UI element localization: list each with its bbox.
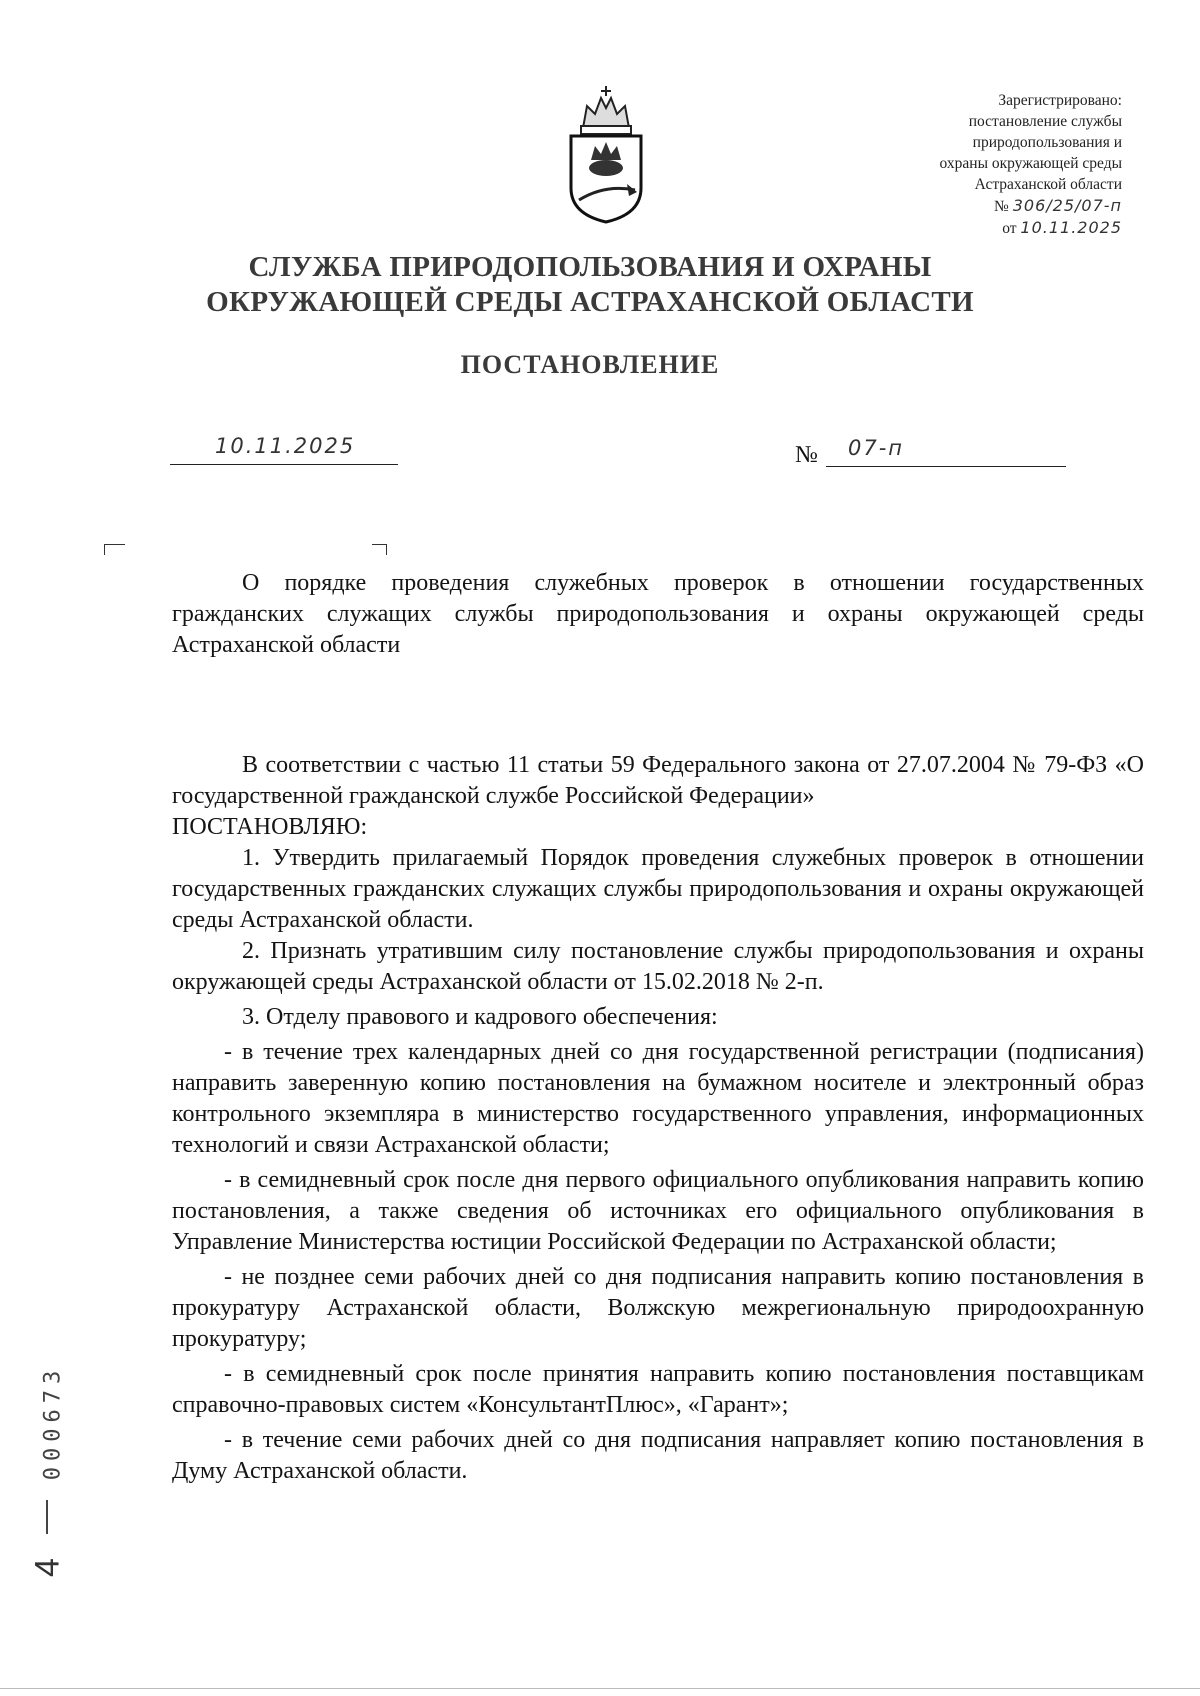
margin-page-mark [28,1538,68,1598]
registration-stamp [862,90,1122,239]
registration-line: охраны окружающей среды [939,155,1122,172]
body-subitem-4: - в семидневный срок после принятия направить копию постановления поставщикам справочно-правовых систем «КонсультантПлюс», «Гарант»; [172,1361,1144,1418]
body-resolve: ПОСТАНОВЛЯЮ: [172,814,368,840]
margin-page-mark-text: 4 [28,1558,67,1577]
body-item-1: 1. Утвердить прилагаемый Порядок проведения служебных проверок в отношении государственных гражданских служащих службы природопользования и охраны окружающей среды Астраханской области. [172,845,1144,933]
registration-line: природопользования и [972,134,1122,151]
organization-name [150,250,1030,320]
body-subitem-2: - в семидневный срок после дня первого официального опубликования направить копию постановления, а также сведения об источниках его официального опубликования в Управление Министерства юстиции Российской Федерации по Астраханской области; [172,1167,1144,1255]
registration-number-prefix: № [994,198,1009,215]
body-subitem-3: - не позднее семи рабочих дней со дня подписания направить копию постановления в прокуратуру Астраханской области, Волжскую межрегиональную природоохранную прокуратуру; [172,1264,1144,1352]
registration-date [862,217,1122,239]
astrakhan-coat-of-arms-icon [565,84,647,224]
registration-line: Астраханской области [974,176,1122,193]
document-number-value: 07-п [848,436,905,460]
registration-line: постановление службы [968,113,1122,130]
document-number-field [826,434,1066,467]
body-item-3: 3. Отделу правового и кадрового обеспечения: [242,1004,718,1030]
margin-page-mark-tick [46,1500,48,1534]
registration-date-prefix: от [1002,220,1017,237]
organization-name-line1: СЛУЖБА ПРИРОДОПОЛЬЗОВАНИЯ И ОХРАНЫ [248,251,932,283]
document-subject: О порядке проведения служебных проверок в отношении государственных гражданских служащих службы природопользования и охраны окружающей среды Астраханской области [172,570,1144,658]
registration-line: Зарегистрировано: [998,92,1122,109]
organization-name-line2: ОКРУЖАЮЩЕЙ СРЕДЫ АСТРАХАНСКОЙ ОБЛАСТИ [206,286,974,318]
subject-corner-mark-right [372,544,387,555]
document-number-label: № [795,442,818,468]
document-type-heading: ПОСТАНОВЛЕНИЕ [460,350,720,379]
body-intro: В соответствии с частью 11 статьи 59 Федерального закона от 27.07.2004 № 79-ФЗ «О государственной гражданской службе Российской Федерации» [172,752,1144,809]
document-date-field [170,434,398,465]
registration-date-value: 10.11.2025 [1020,218,1122,237]
margin-serial-number [30,1340,70,1510]
scan-bottom-edge [0,1688,1200,1689]
body-subitem-1: - в течение трех календарных дней со дня государственной регистрации (подписания) направить заверенную копию постановления на бумажном носителе и электронный образ контрольного экземпляра в министерство государственного управления, информационных технологий и связи Астраханской области; [172,1039,1144,1158]
subject-corner-mark-left [104,544,125,555]
registration-number [862,195,1122,217]
body-subitem-5: - в течение семи рабочих дней со дня подписания направляет копию постановления в Думу Астраханской области. [172,1427,1144,1484]
margin-serial-number-text: 000673 [40,1364,66,1481]
body-item-2: 2. Признать утратившим силу постановление службы природопользования и охраны окружающей среды Астраханской области от 15.02.2018 № 2-п. [172,938,1144,995]
document-date-value: 10.11.2025 [215,434,356,458]
document-body [172,750,1144,1487]
registration-number-value: 306/25/07-п [1012,196,1122,215]
